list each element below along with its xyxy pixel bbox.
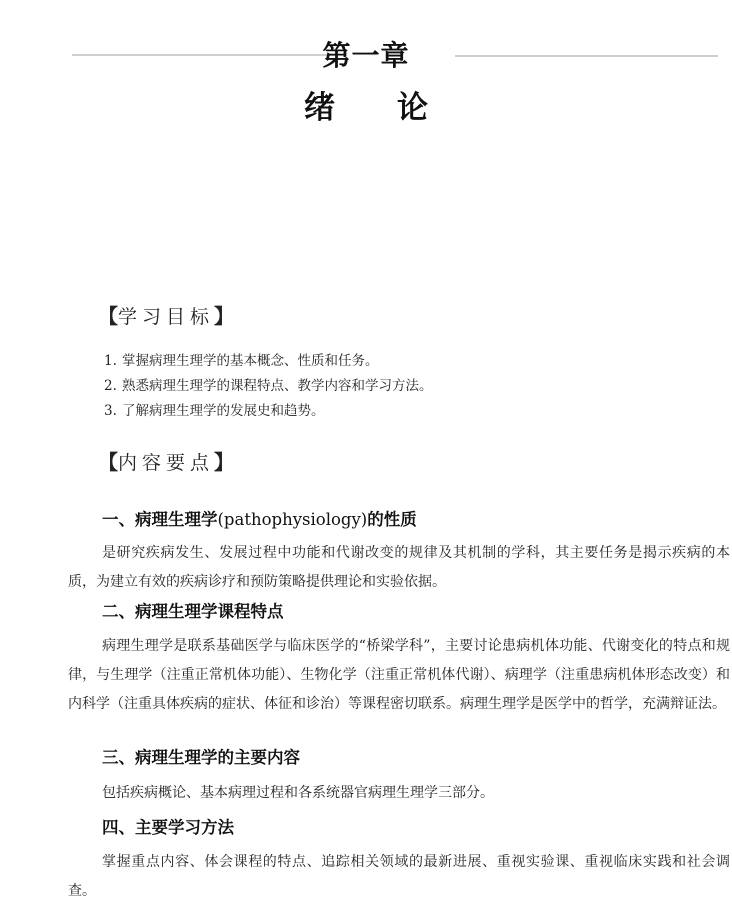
section-heading-study-methods: [102, 815, 234, 841]
section-body-main-content: 包括疾病概论、基本病理过程和各系统器官病理生理学三部分。: [102, 785, 494, 801]
key-points-heading: [98, 448, 234, 477]
list-item-number: 2.: [104, 378, 117, 394]
section-title-latin: (pathophysiology): [217, 510, 368, 529]
bracket-open: 【: [98, 304, 118, 328]
learning-goals-list: [104, 349, 433, 424]
list-item-number: 3.: [104, 403, 117, 419]
section-title: 三、病理生理学的主要内容: [102, 748, 300, 767]
section-body-nature: 是研究疾病发生、发展过程中功能和代谢改变的规律及其机制的学科，其主要任务是揭示疾病的本质，为建立有效的疾病诊疗和预防策略提供理论和实验依据。: [68, 545, 730, 590]
list-item-text: 熟悉病理生理学的课程特点、教学内容和学习方法。: [122, 378, 433, 394]
list-item: [104, 374, 433, 399]
list-item-number: 1.: [104, 353, 117, 369]
section-heading-course-features: [102, 599, 284, 625]
section-body-course-features: 病理生理学是联系基础医学与临床医学的“桥梁学科”，主要讨论患病机体功能、代谢变化的特点和规律，与生理学（注重正常机体功能）、生物化学（注重正常机体代谢）、病理学（注重患病机体形态改变）和内科学（注重具体疾病的症状、体征和诊治）等课程密切联系。病理生理学是医学中的哲学，充满辩证法。: [68, 638, 730, 712]
chapter-title: [0, 86, 732, 130]
list-item: [104, 399, 433, 424]
section-title-prefix: 一、病理生理学: [102, 510, 218, 529]
bracket-close: 】: [214, 304, 235, 328]
list-item-text: 掌握病理生理学的基本概念、性质和任务。: [122, 353, 379, 369]
section-heading-main-content: [102, 745, 300, 771]
chapter-title-char-1: 绪: [304, 90, 335, 126]
bracket-close: 】: [214, 450, 235, 474]
section-heading-nature: [102, 507, 417, 533]
list-item-text: 了解病理生理学的发展史和趋势。: [122, 403, 325, 419]
section-title: 四、主要学习方法: [102, 818, 234, 837]
bracket-open: 【: [98, 450, 118, 474]
chapter-title-char-2: 论: [397, 90, 428, 126]
chapter-number: 第一章: [322, 39, 410, 72]
section-title: 二、病理生理学课程特点: [102, 602, 284, 621]
section-title-suffix: 的性质: [367, 510, 417, 529]
section-body-study-methods: 掌握重点内容、体会课程的特点、追踪相关领域的最新进展、重视实验课、重视临床实践和社会调查。: [68, 854, 730, 899]
list-item: [104, 349, 433, 374]
key-points-heading-text: 内容要点: [118, 452, 215, 474]
learning-goals-heading-text: 学习目标: [118, 306, 215, 328]
learning-goals-heading: [98, 302, 234, 331]
